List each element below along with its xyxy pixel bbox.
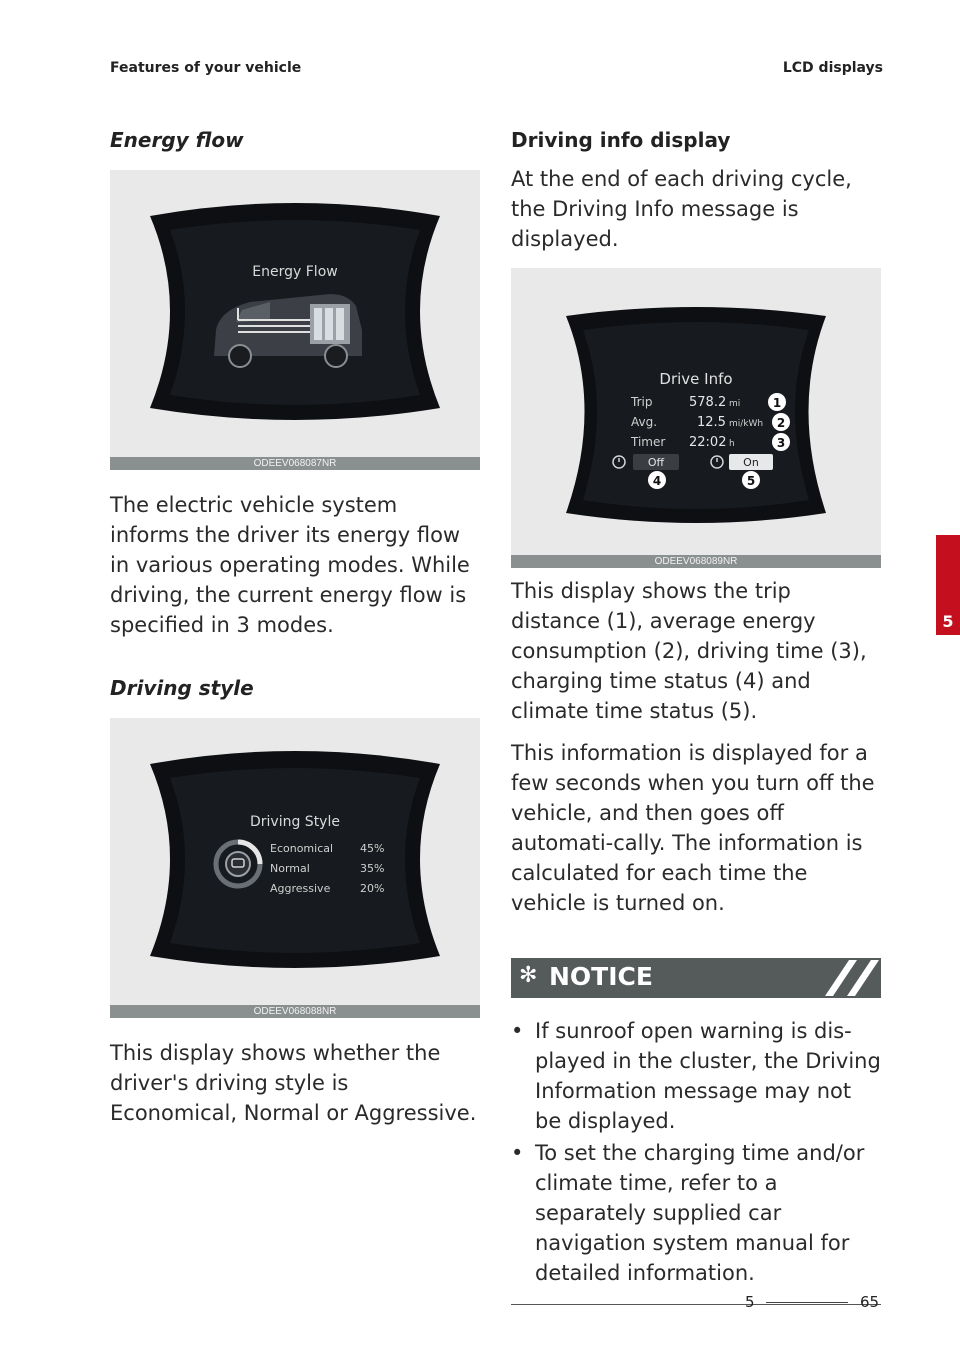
driving-info-body-2: This information is displayed for a few seconds when you turn off the vehicle, and then goes off automati-cally. The information is calculated for each time the vehicle is turned on. [511, 741, 875, 915]
drive-info-label-trip: Trip [631, 395, 653, 409]
driving-style-screen-title: Driving Style [250, 814, 340, 830]
svg-text:1: 1 [772, 396, 782, 410]
running-header-section: Features of your vehicle [110, 60, 302, 76]
style-label-normal: Normal [270, 862, 310, 875]
style-label-economical: Economical [270, 842, 334, 855]
notice-label: NOTICE [549, 962, 653, 991]
driving-info-figure [511, 268, 881, 568]
footer-chapter-number: 5 [745, 1293, 755, 1311]
energy-flow-figure [110, 170, 480, 470]
drive-info-label-avg: Avg. [631, 415, 658, 429]
callout-1 [768, 393, 786, 411]
driving-style-screen [110, 718, 480, 1005]
driving-info-intro: At the end of each driving cycle, the Driving Info message is displayed. [511, 167, 852, 251]
style-label-aggressive: Aggressive [270, 882, 331, 895]
callout-3 [772, 433, 790, 451]
callout-4 [648, 471, 666, 489]
drive-info-value-trip: 578.2 [689, 395, 727, 410]
driving-info-figure-code: ODEEV068089NR [511, 555, 881, 568]
energy-flow-body: The electric vehicle system informs the driver its energy flow in various operating modes. While driving, the current energy flow is specified in 3 modes. [110, 493, 470, 637]
climate-status-on: On [743, 456, 759, 469]
driving-style-heading: Driving style [110, 676, 254, 700]
drive-info-unit-avg: mi/kWh [729, 419, 764, 429]
footer-page-number: 65 [860, 1293, 880, 1311]
chapter-side-tab-number: 5 [942, 612, 954, 631]
energy-flow-screen [110, 170, 480, 457]
style-value-economical: 45% [360, 842, 385, 855]
driving-info-body-1: This display shows the trip distance (1), average energy consumption (2), driving time (3), charging time status (4) and climate time status (5). [511, 579, 867, 723]
notice-banner [511, 958, 881, 998]
driving-style-figure [110, 718, 480, 1018]
notice-stripes-icon [821, 958, 881, 998]
footer-divider [766, 1302, 848, 1303]
drive-info-value-timer: 22:02 [689, 435, 727, 450]
drive-info-unit-timer: h [729, 439, 735, 449]
notice-list [511, 1016, 881, 1288]
energy-flow-heading: Energy flow [110, 128, 244, 152]
drive-info-screen-title: Drive Info [659, 370, 733, 388]
driving-info-heading: Driving info display [511, 128, 731, 152]
callout-5 [742, 471, 760, 489]
running-header-topic: LCD displays [782, 60, 883, 76]
left-column [110, 128, 480, 1128]
drive-info-label-timer: Timer [631, 435, 666, 449]
driving-info-screen [511, 268, 881, 555]
energy-flow-screen-title: Energy Flow [252, 264, 338, 280]
svg-text:4: 4 [652, 474, 662, 488]
style-value-normal: 35% [360, 862, 385, 875]
svg-text:2: 2 [776, 416, 786, 430]
callout-2 [772, 413, 790, 431]
charging-status-off: Off [647, 456, 665, 469]
notice-item: • If sunroof open warning is dis-played in the cluster, the Driving Information message may not be displayed. [511, 1019, 881, 1133]
section-end-rule [511, 1304, 881, 1305]
driving-style-figure-code: ODEEV068088NR [110, 1005, 480, 1018]
drive-info-value-avg: 12.5 [697, 415, 726, 430]
right-column [511, 128, 881, 1305]
energy-flow-figure-code: ODEEV068087NR [110, 457, 480, 470]
notice-item: • To set the charging time and/or climate time, refer to a separately supplied car navigation system manual for detailed information. [511, 1141, 865, 1285]
driving-style-body: This display shows whether the driver's driving style is Economical, Normal or Aggressive. [110, 1041, 477, 1125]
svg-text:3: 3 [776, 436, 786, 450]
drive-info-unit-trip: mi [729, 399, 741, 409]
notice-star-icon: ✻ [519, 963, 538, 988]
svg-text:5: 5 [746, 474, 756, 488]
style-value-aggressive: 20% [360, 882, 385, 895]
